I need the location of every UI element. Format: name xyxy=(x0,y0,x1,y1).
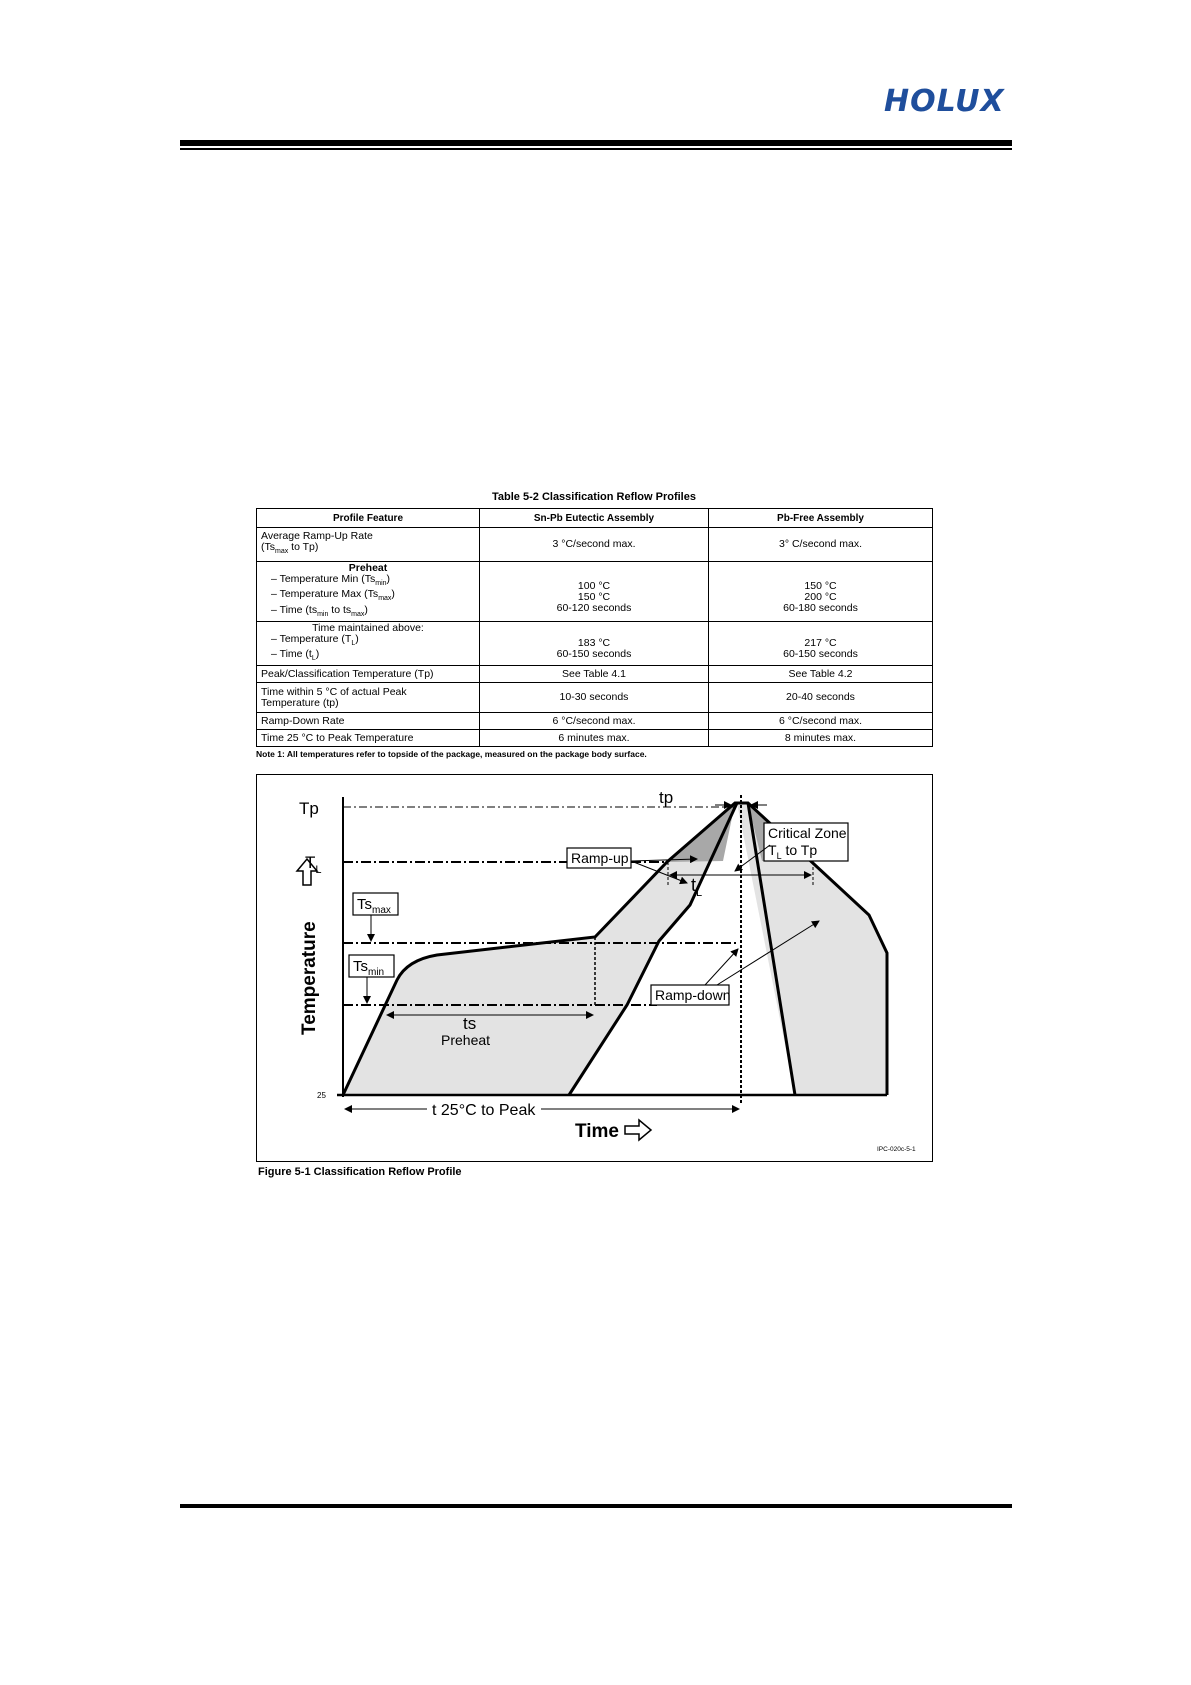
critical-zone-sub-label: $T_L$ to Tp xyxy=(768,842,818,861)
figure-ref-code: IPC-020c-5-1 xyxy=(877,1146,916,1153)
tl-axis-label: $T_L$ xyxy=(305,853,322,876)
row-pbfree-value: 150 °C 200 °C 60-180 seconds xyxy=(709,562,933,622)
row-feature-time-above: Time maintained above: – Temperature $(T_L)$ – Time $(t_L)$ xyxy=(257,622,480,666)
row-pbfree-value: 6 °C/second max. xyxy=(709,713,933,730)
table-note: Note 1: All temperatures refer to topside of the package, measured on the package body surface. xyxy=(256,749,647,759)
table-row xyxy=(257,730,933,747)
reflow-profile-diagram xyxy=(257,775,931,1160)
row-feature-peak: Peak/Classification Temperature (Tp) xyxy=(257,666,480,683)
t-to-peak-label: t 25°C to Peak xyxy=(432,1102,536,1119)
header-snpb: Sn-Pb Eutectic Assembly xyxy=(480,509,709,528)
row-snpb-value: See Table 4.1 xyxy=(480,666,709,683)
table-row xyxy=(257,622,933,666)
ramp-down-pointer-1 xyxy=(705,949,738,985)
tp-axis-label: Tp xyxy=(299,799,319,818)
row-snpb-value: 183 °C 60-150 seconds xyxy=(480,622,709,666)
header-rule xyxy=(180,140,1012,146)
row-snpb-value: 3 °C/second max. xyxy=(480,528,709,562)
reflow-profile-table xyxy=(256,508,933,747)
reflow-profile-figure xyxy=(256,774,933,1162)
x-axis-title: Time xyxy=(575,1121,620,1142)
row-pbfree-value: 20-40 seconds xyxy=(709,683,933,713)
y-axis-title: Temperature xyxy=(299,921,320,1035)
row-pbfree-value: 8 minutes max. xyxy=(709,730,933,747)
row-feature-time-to-peak: Time 25 °C to Peak Temperature xyxy=(257,730,480,747)
header-rule-thin xyxy=(180,148,1012,150)
footer-rule xyxy=(180,1504,1012,1508)
ts-label: ts xyxy=(463,1014,477,1033)
critical-zone-label: Critical Zone xyxy=(768,825,847,841)
header-pbfree: Pb-Free Assembly xyxy=(709,509,933,528)
row-feature-preheat: Preheat – Temperature Min $(Ts_{min})$ – Temperature Max $(Ts_{max})$ – Time ($ts_{min}$ to $ts_{max}$) xyxy=(257,562,480,622)
table-row xyxy=(257,713,933,730)
preheat-label: Preheat xyxy=(441,1032,491,1048)
row-snpb-value: 6 °C/second max. xyxy=(480,713,709,730)
holux-logo: HOLUX xyxy=(884,84,1005,119)
ramp-down-label: Ramp-down xyxy=(655,987,731,1003)
row-pbfree-value: See Table 4.2 xyxy=(709,666,933,683)
row-pbfree-value: 3° C/second max. xyxy=(709,528,933,562)
row-snpb-value: 6 minutes max. xyxy=(480,730,709,747)
table-header-row xyxy=(257,509,933,528)
row-snpb-value: 100 °C 150 °C 60-120 seconds xyxy=(480,562,709,622)
table-row xyxy=(257,683,933,713)
tl-time-label: $t_L$ xyxy=(691,875,703,899)
y25-tick-label: 25 xyxy=(317,1091,326,1100)
row-feature-time-within: Time within 5 °C of actual Peak Temperature (tp) xyxy=(257,683,480,713)
row-feature-ramp-down: Ramp-Down Rate xyxy=(257,713,480,730)
x-axis-arrow-icon xyxy=(625,1120,651,1140)
table-row xyxy=(257,562,933,622)
table-row xyxy=(257,528,933,562)
ramp-up-label: Ramp-up xyxy=(571,850,629,866)
table-caption: Table 5-2 Classification Reflow Profiles xyxy=(492,491,696,503)
tp-time-label: tp xyxy=(659,788,674,807)
tsmax-label: $Ts_{max}$ xyxy=(357,896,391,916)
tsmin-label: $Ts_{min}$ xyxy=(353,958,385,978)
row-feature-ramp-up: Average Ramp-Up Rate ($Ts_{max}$ to Tp) xyxy=(257,528,480,562)
row-snpb-value: 10-30 seconds xyxy=(480,683,709,713)
header-profile-feature: Profile Feature xyxy=(257,509,480,528)
figure-caption: Figure 5-1 Classification Reflow Profile xyxy=(258,1166,462,1178)
row-pbfree-value: 217 °C 60-150 seconds xyxy=(709,622,933,666)
table-row xyxy=(257,666,933,683)
